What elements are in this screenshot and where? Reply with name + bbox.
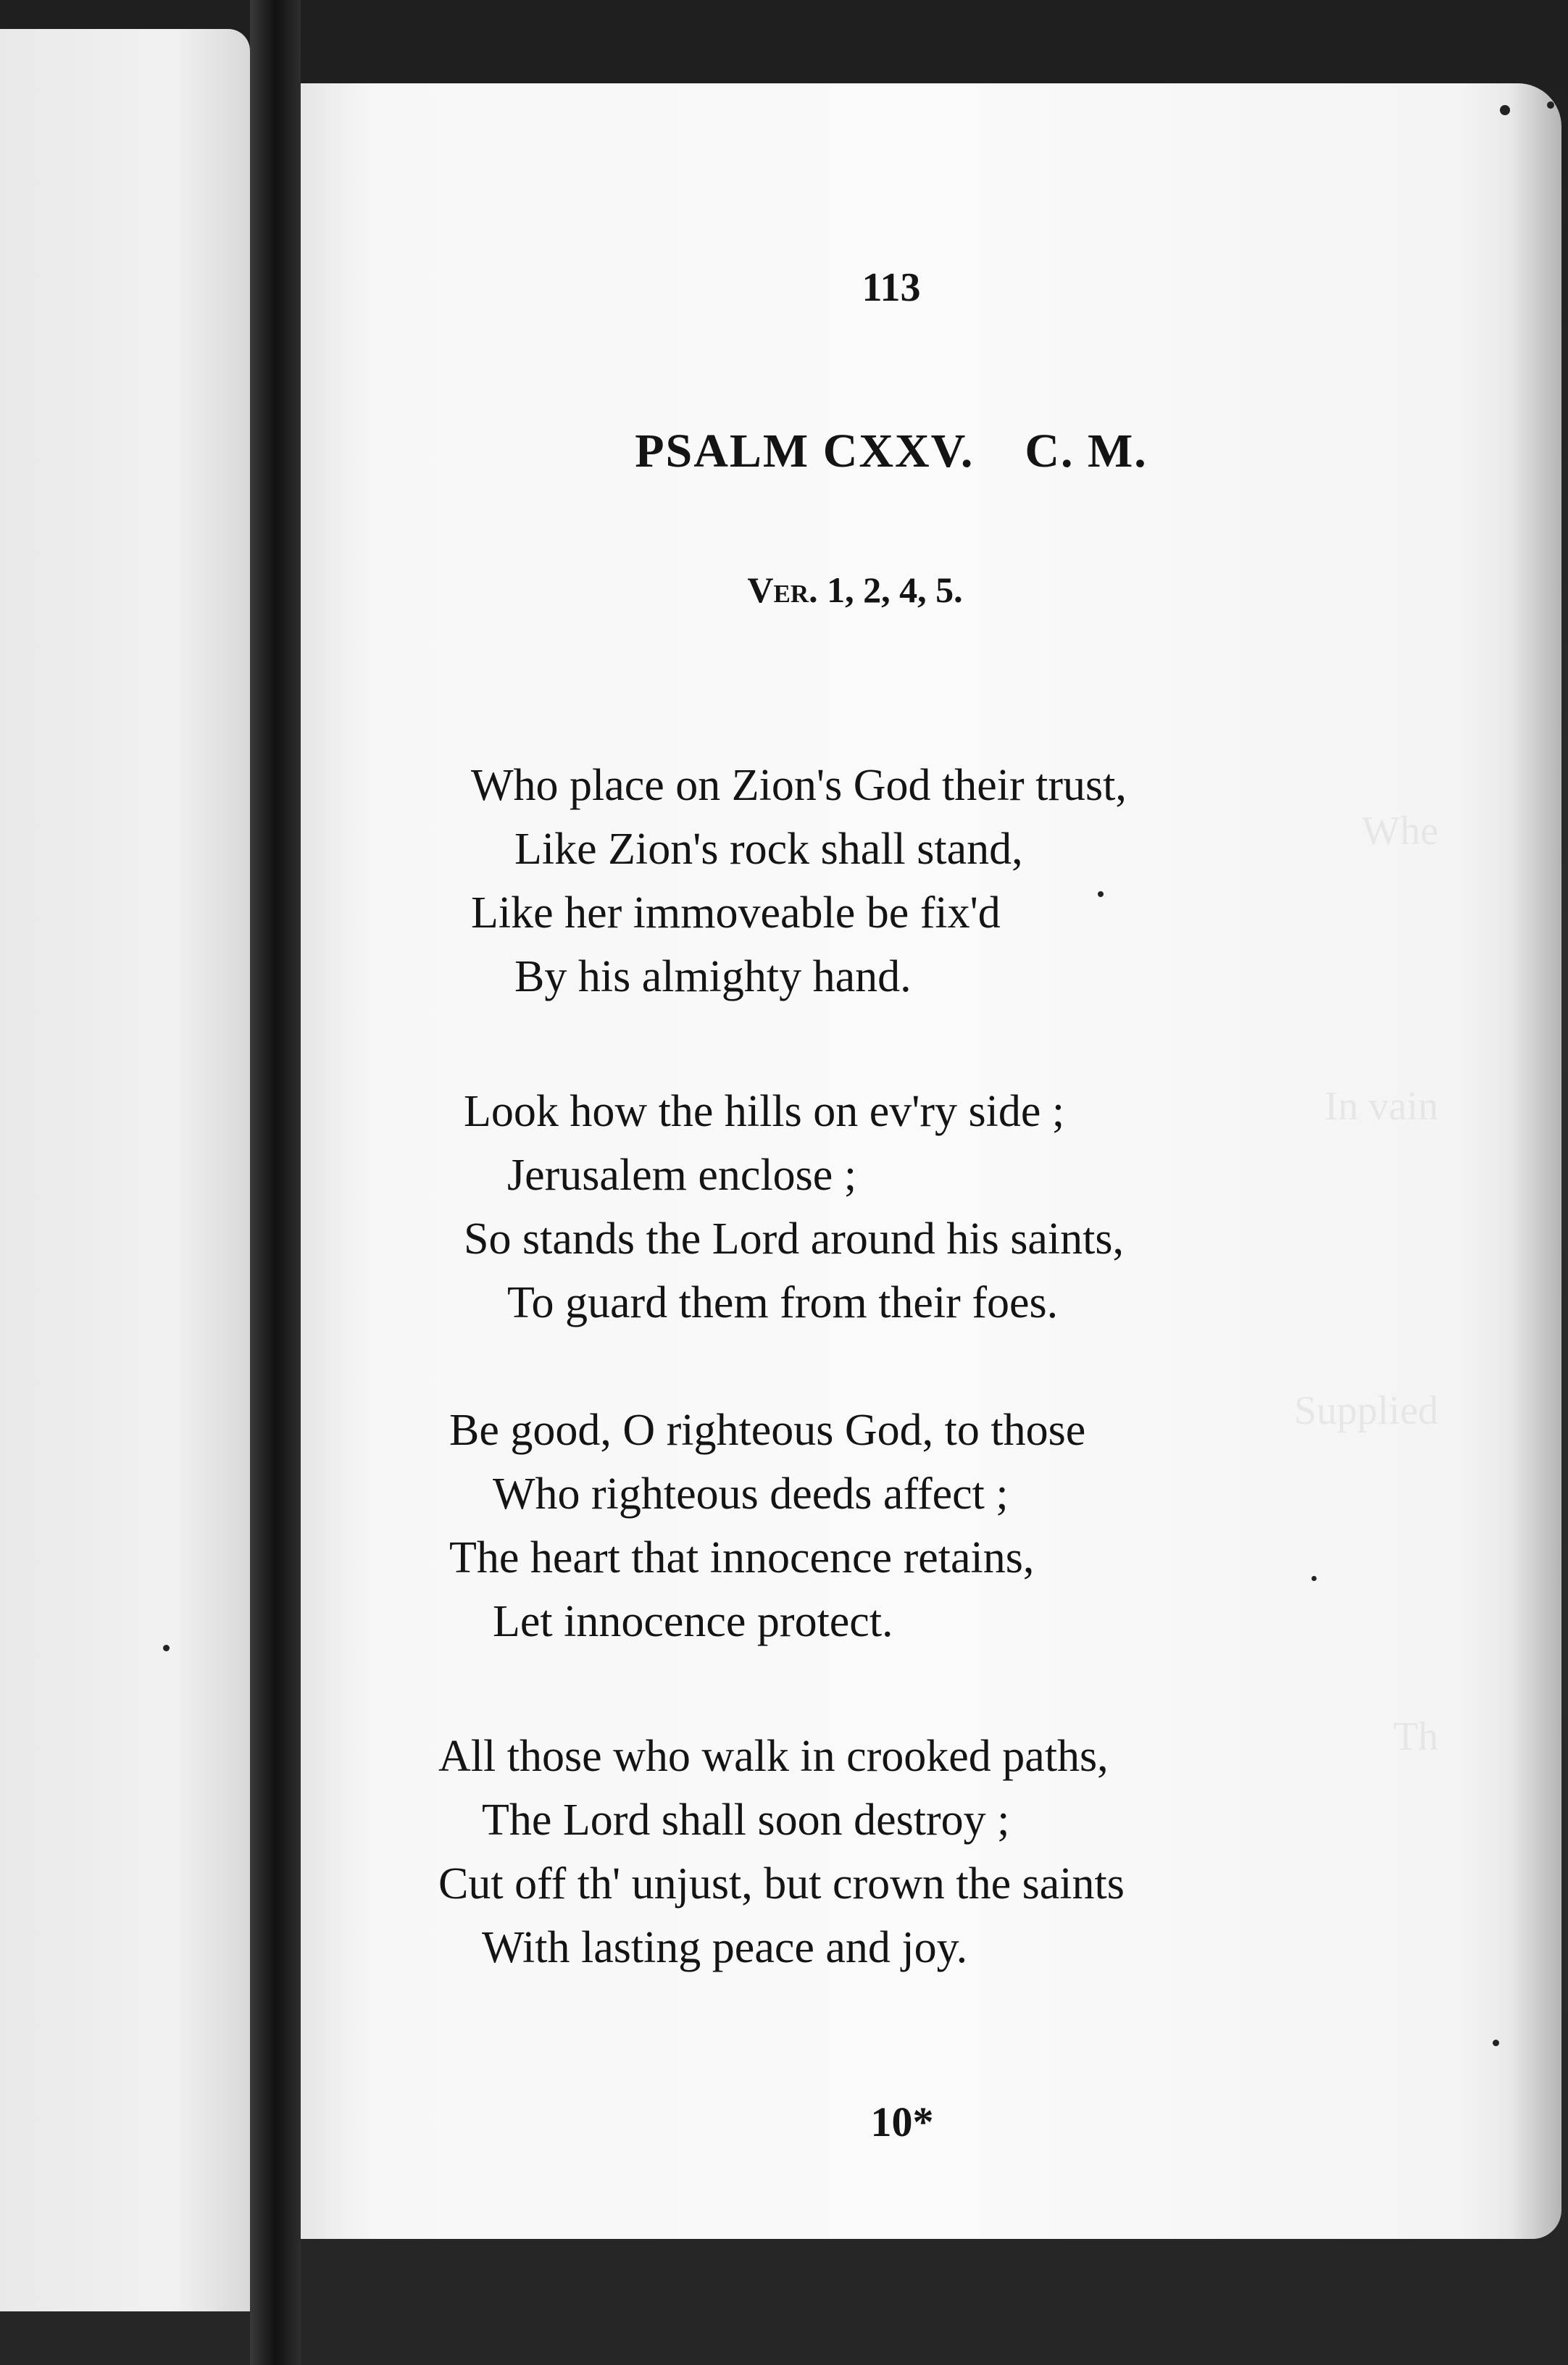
- bleed-through-text: Th: [1393, 1714, 1438, 1759]
- stanza-line: So stands the Lord around his saints,: [464, 1214, 1124, 1264]
- stanza-line: To guard them from their foes.: [507, 1278, 1059, 1327]
- stanza-line: The Lord shall soon destroy ;: [482, 1795, 1010, 1845]
- dust-speck: [1493, 2040, 1499, 2046]
- psalm-title: [261, 424, 1522, 479]
- psalm-number: PSALM CXXV.: [635, 425, 975, 477]
- signature-mark: 10*: [870, 2098, 934, 2145]
- dust-speck: [1500, 105, 1510, 115]
- stanza-line: Cut off th' unjust, but crown the saints: [438, 1859, 1125, 1909]
- stanza-2: [464, 1080, 1568, 1335]
- stanza-4: [438, 1724, 1568, 1980]
- stanza-line: Like Zion's rock shall stand,: [514, 825, 1023, 874]
- stanza-3: [449, 1398, 1568, 1653]
- bleed-through-text: Supplied: [1293, 1388, 1438, 1433]
- dust-speck: [1311, 1576, 1317, 1581]
- book-gutter: [250, 0, 301, 2365]
- stanza-line: Look how the hills on ev'ry side ;: [464, 1087, 1065, 1136]
- verses-label: Ver. 1, 2, 4, 5.: [747, 570, 963, 610]
- bleed-through-text: In vain: [1324, 1084, 1438, 1129]
- stanza-line: Let innocence protect.: [493, 1597, 893, 1646]
- stanza-line: With lasting peace and joy.: [482, 1923, 968, 1972]
- stanza-line: Jerusalem enclose ;: [507, 1151, 857, 1200]
- stanza-line: Who righteous deeds affect ;: [493, 1469, 1009, 1519]
- psalm-meter: C. M.: [1025, 425, 1148, 477]
- dust-speck: [163, 1645, 170, 1651]
- stanza-line: Be good, O righteous God, to those: [449, 1406, 1086, 1455]
- stanza-line: Like her immoveable be fix'd: [471, 888, 1001, 938]
- page-number: 113: [862, 265, 921, 310]
- bleed-through-text: Whe: [1361, 809, 1438, 854]
- page-text: [301, 83, 1561, 2239]
- stanza-line: All those who walk in crooked paths,: [438, 1732, 1109, 1781]
- dust-speck: [1098, 891, 1104, 897]
- stanza-1: [471, 754, 1568, 1009]
- stanza-line: The heart that innocence retains,: [449, 1533, 1035, 1582]
- dust-speck: [1547, 101, 1554, 109]
- book-page: [301, 83, 1561, 2239]
- facing-page-left: [0, 29, 250, 2311]
- stanza-line: Who place on Zion's God their trust,: [471, 761, 1127, 810]
- stanza-line: By his almighty hand.: [514, 952, 912, 1001]
